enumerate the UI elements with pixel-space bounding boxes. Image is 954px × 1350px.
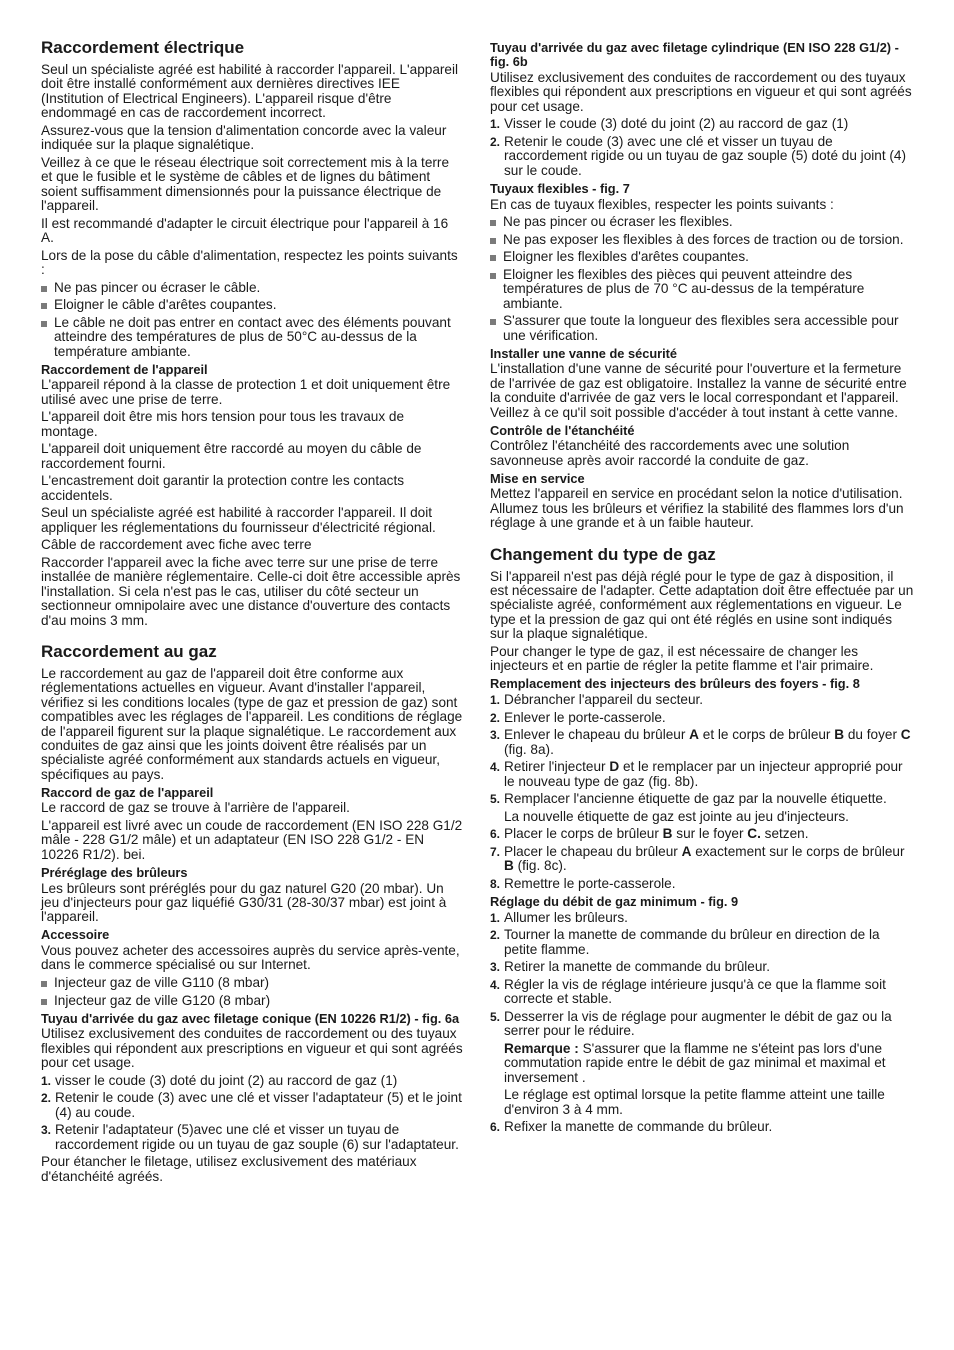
list-item [490,827,914,841]
step-text: Placer le chapeau du brûleur [504,843,682,859]
paragraph: Il est recommandé d'adapter le circuit électrique pour l'appareil à 16 A. [41,215,449,246]
list-item [490,845,914,874]
step-text: sur le foyer [672,826,748,842]
subheading-flexible-hoses: Tuyaux flexibles - fig. 7 [490,180,630,196]
list-item: Ne pas pincer ou écraser les flexibles. [490,215,914,229]
paragraph: Pour étancher le filetage, utilisez exclusivement des matériaux d'étanchéité agréés. [41,1154,417,1184]
step-text: Retenir le coude (3) avec une clé et visser un tuyau de raccordement rigide ou un tuyau de gaz souple (5) doté du joint (4) sur le coude. [504,134,907,178]
step-number: 5. [490,792,501,807]
subheading-burner-preset: Préréglage des brûleurs [41,864,188,880]
paragraph: Si l'appareil n'est pas déjà réglé pour le type de gaz à disposition, il est nécessaire de l'adapter. Cette adaptation doit être effectuée par un spécialiste agréé, conformément aux réglementations en vigueur. Le type et la pression de gaz qui ont été réglés en usine sont indiqués sur la plaque signalétique. [490,568,914,642]
paragraph: En cas de tuyaux flexibles, respecter les points suivants : [490,196,834,212]
subheading-safety-valve: Installer une vanne de sécurité [490,345,678,361]
paragraph: L'installation d'une vanne de sécurité pour l'ouverture et la fermeture de l'arrivée de gaz est obligatoire. Installez la vanne de sécurité entre la conduite d'arrivée de gaz vers le local correspondant et l'appareil. Veillez à ce qu'il soit possible d'accéder à tout instant à cette vanne. [490,361,907,420]
part-label: B [834,727,845,743]
list-item [490,117,914,131]
step-number: 2. [490,928,501,943]
list-item [490,960,914,974]
paragraph: Lors de la pose du câble d'alimentation, respectez les points suivants : [41,247,458,278]
subheading-cylindrical-thread: Tuyau d'arrivée du gaz avec filetage cylindrique (EN ISO 228 G1/2) - fig. 6b [490,40,899,70]
paragraph: Les brûleurs sont préréglés pour du gaz naturel G20 (20 mbar). Un jeu d'injecteurs pour gaz liquéfié G30/31 (28-30/37 mbar) est joint à l'appareil. [41,880,447,925]
step-number: 1. [41,1073,52,1088]
bullet-list-accessories [41,976,463,1008]
list-item [490,877,914,891]
paragraph: Contrôlez l'étanchéité des raccordements avec une solution savonneuse après avoir raccordé la conduite de gaz. [490,438,850,468]
step-number: 5. [490,1009,501,1024]
step-note: Le réglage est optimal lorsque la petite flamme atteint une taille d'environ 3 à 4 mm. [504,1087,885,1117]
paragraph: L'appareil doit être mis hors tension pour tous les travaux de montage. [41,409,405,439]
list-item [490,911,914,925]
paragraph: L'appareil est livré avec un coude de raccordement (EN ISO 228 G1/2 mâle - 228 G1/2 mâle) et un adaptateur (EN ISO 228 G1/2 - EN 10226 R1/2). bei. [41,818,463,862]
paragraph: Raccorder l'appareil avec la fiche avec terre sur une prise de terre installée de manière réglementaire. Celle-ci doit être accessible après l'installation. Si cela n'est pas le cas, utiliser du côté secteur un sectionneur omnipolaire avec une distance d'ouverture des contacts d'au moins 3 mm. [41,554,461,628]
remark-label: Remarque : [504,1040,579,1056]
list-item [490,135,914,178]
step-text: Enlever le chapeau du brûleur [504,727,690,743]
subheading-commissioning: Mise en service [490,470,585,486]
paragraph: Mettez l'appareil en service en procédant selon la notice d'utilisation. Allumez tous les brûleurs et vérifiez la stabilité des flammes lors d'un réglage à une grande et à un faible hauteur. [490,486,904,531]
step-text: setzen. [760,826,809,842]
list-item [490,928,914,957]
remark-note [504,1042,914,1085]
paragraph: Utilisez exclusivement des conduites de raccordement ou des tuyaux flexibles qui répondent aux prescriptions en vigueur et qui sont agréés pour cet usage. [490,70,912,114]
step-text: Enlever le porte-casserole. [504,709,666,725]
step-text: Retirer la manette de commande du brûleur. [504,959,770,975]
list-item [490,978,914,1007]
step-number: 1. [490,910,501,925]
step-text: Refixer la manette de commande du brûleur. [504,1119,773,1135]
step-number: 2. [490,710,501,725]
step-number: 2. [41,1091,52,1106]
step-text: et le corps de brûleur [698,727,835,743]
step-note: La nouvelle étiquette de gaz est jointe au jeu d'injecteurs. [504,808,849,824]
step-text: Tourner la manette de commande du brûleur en direction de la petite flamme. [504,927,880,957]
step-text: visser le coude (3) doté du joint (2) au raccord de gaz (1) [55,1072,398,1088]
list-item [41,1123,463,1152]
step-number: 8. [490,876,501,891]
paragraph: Assurez-vous que la tension d'alimentation concorde avec la valeur indiquée sur la plaque signalétique. [41,122,447,153]
step-text: Visser le coude (3) doté du joint (2) au raccord de gaz (1) [504,116,849,132]
step-text: Allumer les brûleurs. [504,909,628,925]
list-item: Injecteur gaz de ville G120 (8 mbar) [41,994,463,1008]
paragraph: Seul un spécialiste agréé est habilité à raccorder l'appareil. L'appareil doit être installé conformément aux dernières directives IEE (Institution of Electrical Engineers). L'appareil risque d'être endommagé en cas de raccordement incorrect. [41,62,459,121]
step-text: Remettre le porte-casserole. [504,875,676,891]
step-text: Placer le corps de brûleur [504,826,663,842]
step-text: et le remplacer par un injecteur approprié pour le nouveau type de gaz (fig. 8b). [504,759,903,789]
step-text: Régler la vis de réglage intérieure jusqu'à ce que la flamme soit correcte et stable. [504,976,886,1007]
paragraph: Le raccordement au gaz de l'appareil doit être conforme aux réglementations actuelles en vigueur. Avant d'installer l'appareil, vérifiez si les conditions locales (type de gaz et pression de gaz) sont compatibles avec les réglages de l'appareil. Les conditions de réglage de l'appareil figurent sur la plaque signalétique. Le raccordement aux conduites de gaz ainsi que les joints doivent être réalisés par un spécialiste agréé conformément aux standards actuels en vigueur, spécifiques au pays. [41,665,463,782]
paragraph: Le raccord de gaz se trouve à l'arrière de l'appareil. [41,800,350,816]
part-label: B [662,826,673,842]
paragraph: L'appareil doit uniquement être raccordé au moyen du câble de raccordement fourni. [41,441,422,471]
paragraph: Pour changer le type de gaz, il est nécessaire de changer les injecteurs et en partie de régler la petite flamme et l'air primaire. [490,643,874,674]
section-title-gas-type-change: Changement du type de gaz [490,544,716,564]
numbered-list-min-flow [490,911,914,1135]
numbered-list-injectors [490,693,914,891]
step-text: Débrancher l'appareil du secteur. [504,691,704,707]
section-title-electrical: Raccordement électrique [41,38,245,57]
list-item: Injecteur gaz de ville G110 (8 mbar) [41,976,463,990]
subheading-accessory: Accessoire [41,927,110,943]
paragraph: L'appareil répond à la classe de protection 1 et doit uniquement être utilisé avec une prise de terre. [41,377,451,407]
subheading-injector-replacement: Remplacement des injecteurs des brûleurs des foyers - fig. 8 [490,676,860,692]
step-number: 1. [490,117,501,132]
paragraph: Utilisez exclusivement des conduites de raccordement ou des tuyaux flexibles qui répondent aux prescriptions en vigueur et qui sont agréés pour cet usage. [41,1026,463,1071]
step-text: Retirer l'injecteur [504,759,610,775]
list-item [490,728,914,757]
list-item [490,792,914,824]
step-number: 3. [490,960,501,975]
right-column [490,41,914,1138]
part-label: A [681,843,692,859]
part-label: C [900,727,911,743]
step-text: Retenir l'adaptateur (5)avec une clé et visser un tuyau de raccordement rigide ou un tuyau de gaz souple (6) sur l'adaptateur. [55,1122,459,1152]
subheading-min-gas-flow: Réglage du débit de gaz minimum - fig. 9 [490,893,739,909]
step-text: exactement sur le corps de brûleur [691,843,905,859]
step-text: Retenir le coude (3) avec une clé et visser l'adaptateur (5) et le joint (4) au coude. [55,1090,462,1120]
part-label: B [504,858,514,874]
subheading-device-connection: Raccordement de l'appareil [41,361,208,377]
list-item: Eloigner les flexibles d'arêtes coupantes. [490,250,914,264]
list-item [490,1120,914,1134]
list-item: S'assurer que toute la longueur des flexibles sera accessible pour une vérification. [490,314,914,343]
list-item: Le câble ne doit pas entrer en contact avec des éléments pouvant atteindre des températures de plus de 50°C au-dessus de la température ambiante. [41,316,463,359]
paragraph: Veillez à ce que le réseau électrique soit correctement mis à la terre et que le fusible et le système de câbles et de lignes du bâtiment soient suffisamment dimensionnés pour la puissance électrique de l'appareil. [41,154,450,214]
step-text: Remplacer l'ancienne étiquette de gaz par la nouvelle étiquette. [504,791,887,807]
step-number: 3. [41,1123,52,1138]
subheading-gas-fitting: Raccord de gaz de l'appareil [41,784,214,800]
bullet-list-cable [41,281,463,359]
part-label: C. [747,826,761,842]
list-item [490,711,914,725]
subheading-leak-check: Contrôle de l'étanchéité [490,422,635,438]
part-label: A [689,727,699,743]
step-number: 4. [490,977,501,992]
list-item: Ne pas pincer ou écraser le câble. [41,281,463,295]
step-text: du foyer [844,727,901,743]
list-item [41,1074,463,1088]
remark-text: S'assurer que la flamme ne s'éteint pas lors d'une commutation rapide entre le débit de gaz minimal et maximal et inversement . [504,1040,886,1085]
list-item: Ne pas exposer les flexibles à des forces de traction ou de torsion. [490,233,914,247]
bullet-list-hoses [490,215,914,343]
paragraph: Vous pouvez acheter des accessoires auprès du service après-vente, dans le commerce spécialisé ou sur Internet. [41,943,460,973]
part-label: D [609,759,620,775]
step-number: 7. [490,844,501,859]
step-text: Desserrer la vis de réglage pour augmenter le débit de gaz ou la serrer pour le réduire. [504,1008,892,1039]
left-column [41,38,463,1187]
list-item: Eloigner le câble d'arêtes coupantes. [41,298,463,312]
paragraph: L'encastrement doit garantir la protection contre les contacts accidentels. [41,473,405,503]
list-item: Eloigner les flexibles des pièces qui peuvent atteindre des températures de plus de 70 °C au-dessus de la température ambiante. [490,268,914,311]
paragraph: Seul un spécialiste agréé est habilité à raccorder l'appareil. Il doit appliquer les réglementations du fournisseur d'électricité régional. [41,505,436,535]
subheading-conical-thread: Tuyau d'arrivée du gaz avec filetage conique (EN 10226 R1/2) - fig. 6a [41,1010,460,1026]
step-number: 1. [490,692,501,707]
section-title-gas: Raccordement au gaz [41,641,217,661]
paragraph: Câble de raccordement avec fiche avec terre [41,537,312,553]
step-text: (fig. 8a). [504,741,554,757]
step-number: 2. [490,135,501,149]
list-item [490,693,914,707]
step-number: 6. [490,827,501,842]
list-item [41,1091,463,1120]
list-item [490,1010,914,1117]
numbered-list-conical [41,1074,463,1152]
numbered-list-cylindrical [490,117,914,178]
list-item [490,760,914,789]
step-number: 6. [490,1120,501,1135]
step-number: 3. [490,728,501,743]
step-number: 4. [490,760,501,775]
step-text: (fig. 8c). [513,858,567,874]
